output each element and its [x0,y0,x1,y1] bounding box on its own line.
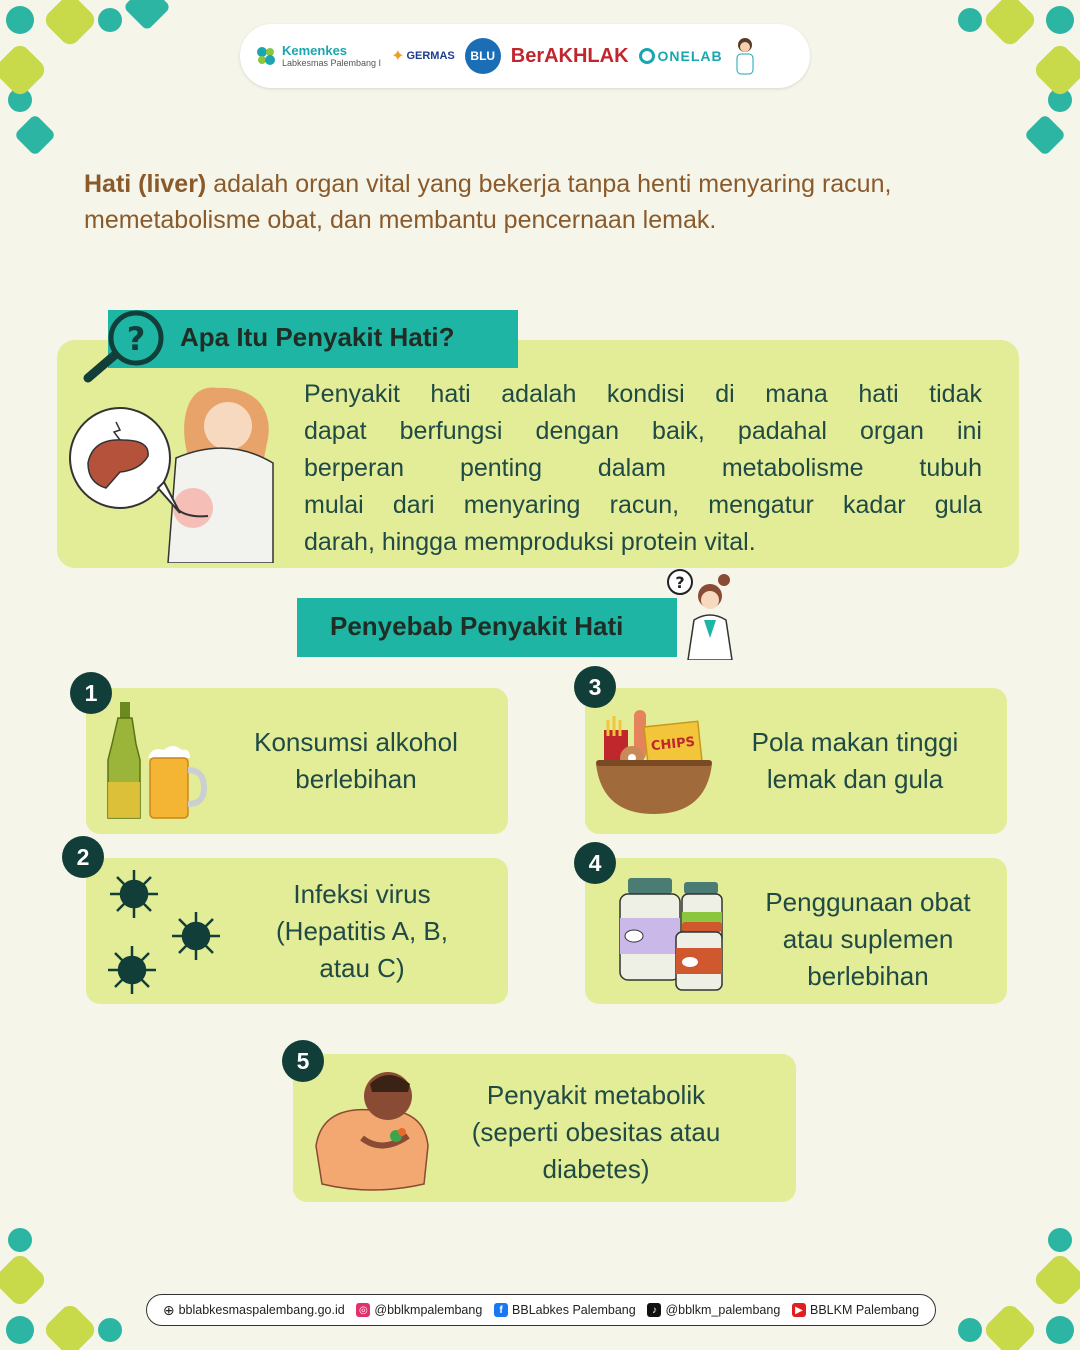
cause-number-badge: 4 [574,842,616,884]
onelab-logo [639,48,723,64]
cause-text [240,876,484,987]
virus-icons [100,868,230,996]
definition-line: mulai dari menyaring racun, mengatur kadar gula [304,491,982,519]
kemenkes-leaf-icon [254,44,278,68]
germas-logo [391,46,455,66]
cause-number-badge: 1 [70,672,112,714]
medicine-bottles-icon [614,874,730,994]
cause-text [722,724,988,798]
footer-youtube[interactable] [792,1303,919,1317]
intro-highlight: Hati (liver) [84,170,207,198]
cause-line: berlebihan [295,764,417,794]
partner-logo-bar [240,24,810,88]
obese-man-illustration [312,1066,434,1196]
cause-line: (Hepatitis A, B, [276,916,448,946]
cause-line: Pola makan tinggi [751,727,959,757]
youtube-text: BBLKM Palembang [810,1303,920,1317]
facebook-icon: f [494,1303,508,1317]
berakhlak-logo [511,46,629,66]
cause-text [446,1077,746,1188]
berakhlak-text: BerAKHLAK [510,45,629,67]
tiktok-text: @bblkm_palembang [665,1303,781,1317]
causes-title: Penyebab Penyakit Hati [330,611,624,641]
svg-text:?: ? [675,573,685,592]
cause-line: berlebihan [807,961,929,991]
definition-line: Penyakit hati adalah kondisi di mana hati tidak [304,380,982,408]
blu-logo: BLU [465,38,501,74]
globe-icon: ⊕ [162,1301,175,1318]
definition-line: dapat berfungsi dengan baik, padahal organ ini [304,417,982,445]
corner-ornament-bottom-right [910,1180,1080,1350]
footer-instagram[interactable] [356,1303,482,1317]
svg-text:?: ? [126,320,146,358]
cause-line: diabetes) [542,1154,650,1184]
junk-food-bowl-icon [594,706,714,818]
germas-text: GERMAS [406,50,455,62]
definition-line: darah, hingga memproduksi protein vital. [304,528,756,556]
cause-number-badge: 3 [574,666,616,708]
website-text: bblabkesmaspalembang.go.id [178,1303,345,1317]
cause-text [224,724,488,798]
cause-number-badge: 5 [282,1040,324,1082]
cause-line: atau suplemen [782,924,954,954]
onelab-ring-icon [639,48,655,64]
cause-line: Penggunaan obat [765,887,971,917]
cause-number-badge: 2 [62,836,104,878]
corner-ornament-bottom-left [0,1180,170,1350]
doctor-thinking-illustration [660,568,746,660]
facebook-text: BBLabkes Palembang [512,1303,636,1317]
chips-label: CHIPS [650,734,696,755]
kemenkes-name: Kemenkes [282,42,348,58]
intro-text: adalah organ vital yang bekerja tanpa henti menyaring racun, memetabolisme obat, dan membantu pencernaan lemak. [84,170,892,234]
corner-ornament-top-left [0,0,170,170]
cause-line: lemak dan gula [766,764,944,794]
footer-facebook[interactable] [494,1303,636,1317]
definition-text [304,376,982,561]
cause-line: Penyakit metabolik [486,1080,706,1110]
instagram-icon: ◎ [356,1303,370,1317]
youtube-icon: ▶ [792,1303,806,1317]
labkesmas-name: Labkesmas Palembang I [282,57,382,68]
onelab-text: ONELAB [657,48,723,64]
tiktok-icon: ♪ [647,1303,661,1317]
cause-text [736,884,1000,995]
germas-figure-icon: ✦ [391,48,405,65]
footer-website[interactable] [163,1302,345,1319]
cause-line: Konsumsi alkohol [254,727,458,757]
cause-line: (seperti obesitas atau [471,1117,721,1147]
social-footer [146,1294,936,1326]
corner-ornament-top-right [910,0,1080,170]
woman-liver-pain-illustration [68,378,283,563]
instagram-text: @bblkmpalembang [374,1303,483,1317]
definition-line: berperan penting dalam metabolisme tubuh [304,454,982,482]
beer-bottle-mug-icon [100,700,210,822]
definition-title: Apa Itu Penyakit Hati? [180,322,455,352]
footer-tiktok[interactable] [647,1303,780,1317]
kemenkes-logo [254,44,381,69]
cause-line: Infeksi virus [293,879,431,909]
mascot-icon [733,36,757,76]
magnifier-question-icon [80,310,170,386]
cause-line: atau C) [319,953,405,983]
intro-paragraph [84,166,984,238]
